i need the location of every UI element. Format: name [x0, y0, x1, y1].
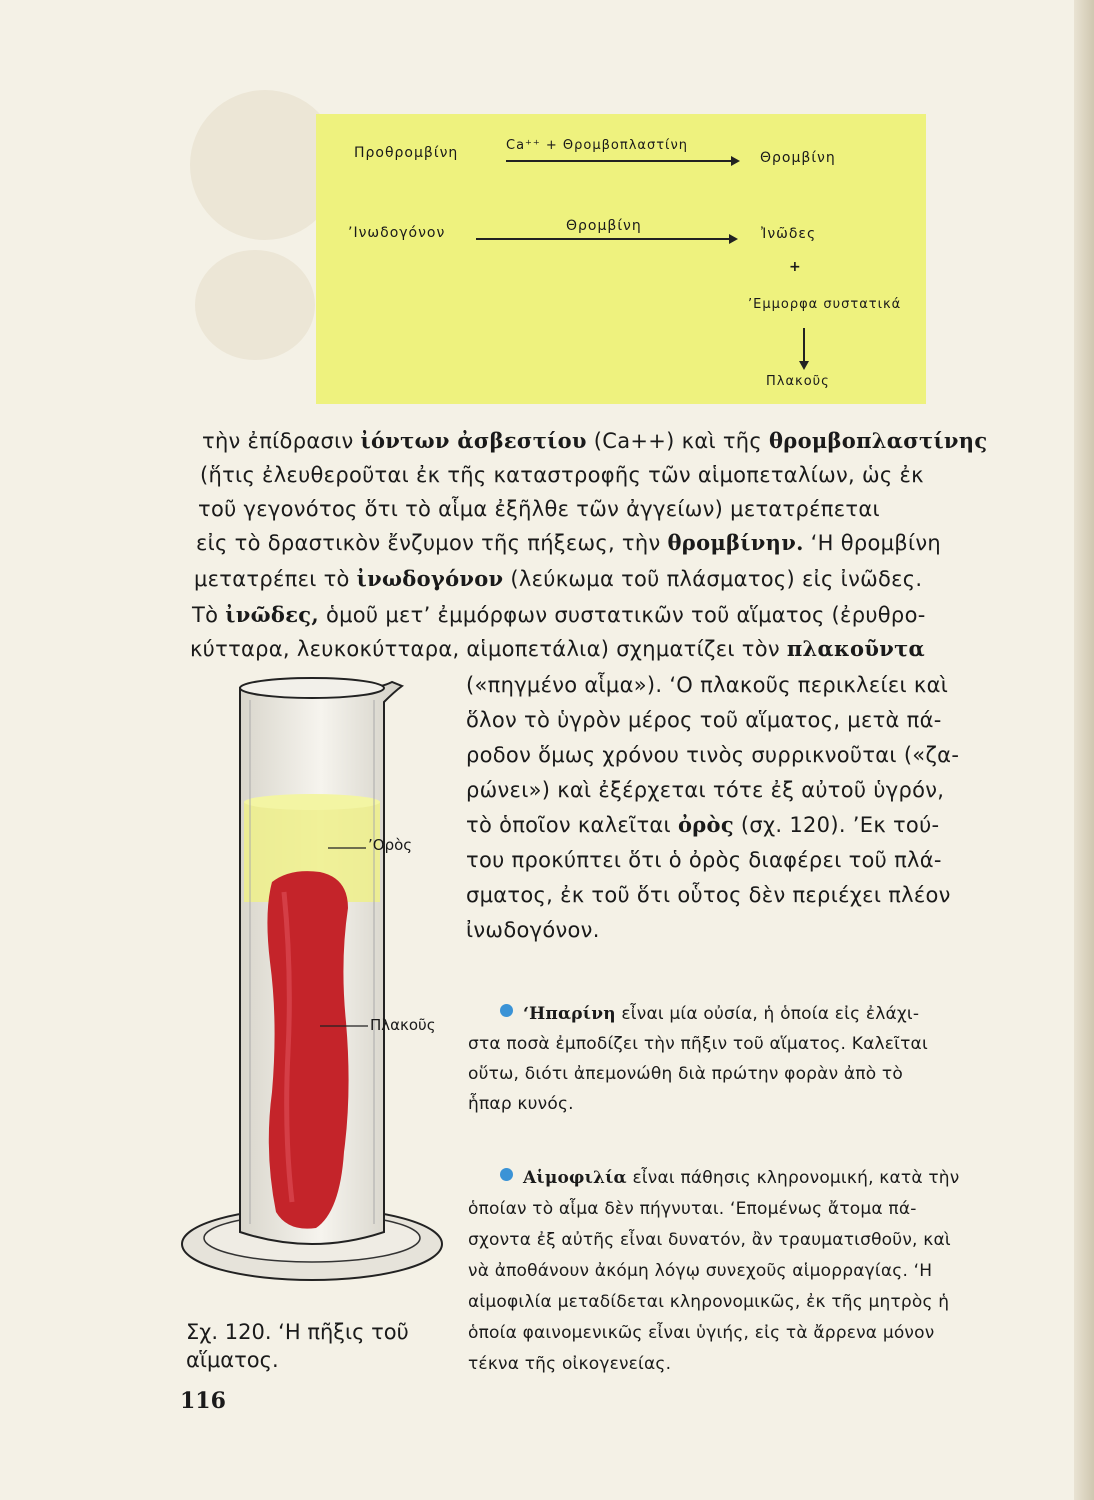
formed-elements-label: ’Εμμορφα συστατικά: [748, 297, 902, 312]
arrow-label-calcium: Ca⁺⁺ + Θρομβοπλαστίνη: [506, 138, 688, 153]
clot-label: Πλακοῦς: [370, 1016, 436, 1034]
serum-label: ’Ορὸς: [368, 836, 413, 854]
arrow-label-thrombin: Θρομβίνη: [566, 218, 642, 234]
text-line: κύτταρα, λευκοκύτταρα, αἱμοπετάλια) σχηματίζει τὸν πλακοῦντα: [190, 636, 925, 661]
fibrinogen-label: ’Ινωδογόνον: [348, 225, 446, 241]
hemophilia-note-line: ὁποία φαινομενικῶς εἶναι ὑγιής, εἰς τὰ ἄρρενα μόνον: [468, 1323, 935, 1343]
hemophilia-note-line: σχοντα ἐξ αὐτῆς εἶναι δυνατόν, ἂν τραυματισθοῦν, καὶ: [468, 1230, 951, 1250]
text-line: ὅλον τὸ ὑγρὸν μέρος τοῦ αἵματος, μετὰ πά-: [466, 708, 942, 732]
text-line: ρώνει») καὶ ἐξέρχεται τότε ἐξ αὐτοῦ ὑγρόν,: [466, 778, 945, 802]
bullet-icon: [500, 1168, 513, 1181]
text-line: ροδον ὅμως χρόνου τινὸς συρρικνοῦται («ζα-: [466, 743, 960, 767]
hemophilia-note-line: τέκνα τῆς οἰκογενείας.: [468, 1354, 672, 1374]
text-line: τοῦ γεγονότος ὅτι τὸ αἷμα ἐξῆλθε τῶν ἀγγείων) μετατρέπεται: [198, 497, 880, 521]
clot-label: Πλακοῦς: [766, 374, 830, 389]
hemophilia-note-line: νὰ ἀποθάνουν ἀκόμη λόγῳ συνεχοῦς αἱμορραγίας. ‘Η: [468, 1261, 933, 1281]
text-line: εἰς τὸ δραστικὸν ἔνζυμον τῆς πήξεως, τὴν θρομβίνην. ‘Η θρομβίνη: [196, 530, 942, 555]
text-line: ἰνωδογόνον.: [466, 918, 600, 942]
heparin-note-line: ἧπαρ κυνός.: [468, 1094, 574, 1114]
arrow-right-icon: [506, 160, 738, 162]
figure-caption: Σχ. 120. ‘Η πῆξις τοῦ αἵματος.: [186, 1320, 409, 1372]
text-line: σματος, ἐκ τοῦ ὅτι οὗτος δὲν περιέχει πλέον: [466, 883, 951, 907]
heparin-note-line: στα ποσὰ ἐμποδίζει τὴν πῆξιν τοῦ αἵματος. Καλεῖται: [468, 1034, 928, 1054]
arrow-down-icon: [803, 328, 805, 368]
heparin-note-line: ‘Ηπαρίνη εἶναι μία οὐσία, ἡ ὁποία εἰς ἐλάχι-: [500, 1000, 919, 1029]
coagulation-diagram: [316, 114, 926, 404]
arrow-right-icon: [476, 238, 736, 240]
text-line: (ἥτις ἐλευθεροῦται ἐκ τῆς καταστροφῆς τῶν αἱμοπεταλίων, ὡς ἐκ: [200, 463, 924, 487]
prothrombin-label: Προθρομβίνη: [354, 145, 459, 161]
page-number: 116: [180, 1388, 226, 1414]
hemophilia-note-line: Αἱμοφιλία εἶναι πάθησις κληρονομική, κατὰ τὴν: [500, 1164, 959, 1193]
text-line: Τὸ ἰνῶδες, ὁμοῦ μετ’ ἐμμόρφων συστατικῶν τοῦ αἵματος (ἐρυθρο-: [192, 602, 926, 627]
thrombin-label: Θρομβίνη: [760, 150, 836, 166]
page-edge: [1074, 0, 1094, 1500]
text-line: τὸ ὁποῖον καλεῖται ὀρὸς (σχ. 120). ’Εκ τού-: [466, 812, 940, 837]
hemophilia-note-line: αἱμοφιλία μεταδίδεται κληρονομικῶς, ἐκ τῆς μητρὸς ἡ: [468, 1292, 950, 1312]
blood-clot-cylinder-figure: [180, 672, 460, 1292]
text-line: («πηγμένο αἷμα»). ‘Ο πλακοῦς περικλείει καὶ: [466, 673, 949, 697]
text-line: τὴν ἐπίδρασιν ἰόντων ἀσβεστίου (Ca++) καὶ τῆς θρομβοπλαστίνης: [202, 428, 988, 453]
heparin-note-line: οὕτω, διότι ἀπεμονώθη διὰ πρώτην φορὰν ἀπὸ τὸ: [468, 1064, 903, 1084]
bleed-through-shape: [195, 250, 315, 360]
cylinder-illustration: [180, 672, 460, 1292]
fibrin-label: Ἰνῶδες: [761, 226, 817, 242]
hemophilia-note-line: ὁποίαν τὸ αἷμα δὲν πήγνυται. ‘Επομένως ἄτομα πά-: [468, 1199, 917, 1219]
bullet-icon: [500, 1004, 513, 1017]
text-line: του προκύπτει ὅτι ὁ ὀρὸς διαφέρει τοῦ πλά-: [466, 848, 942, 872]
text-line: μετατρέπει τὸ ἰνωδογόνον (λεύκωμα τοῦ πλάσματος) εἰς ἰνῶδες.: [194, 566, 923, 591]
plus-sign: +: [789, 259, 802, 275]
